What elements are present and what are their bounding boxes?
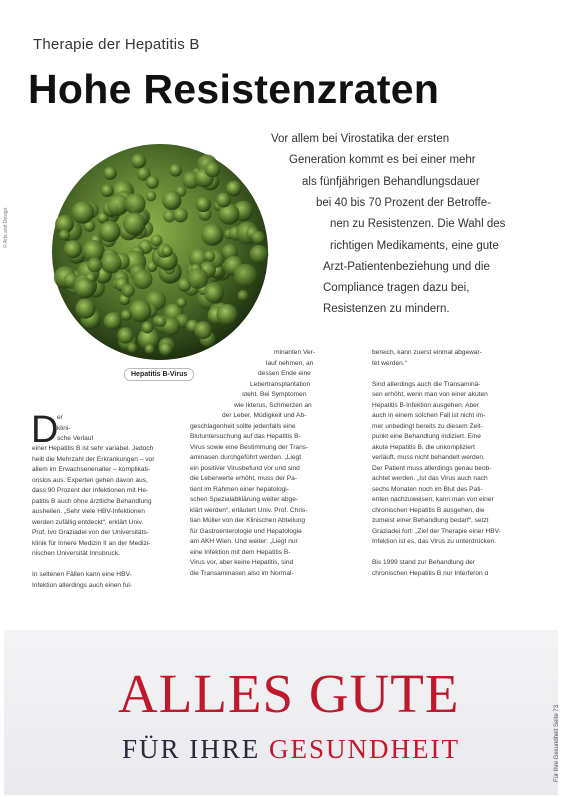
virus-bump — [74, 278, 95, 299]
text-line: der Leber, Müdigkeit und Ab- — [222, 412, 307, 419]
image-label: Hepatitis B-Virus — [124, 368, 194, 381]
text-line: heilt die Mehrzahl der Erkrankungen – vor — [32, 455, 155, 463]
text-line: achtet werden. „Ist das Virus auch nach — [372, 475, 488, 482]
image-credit: © Arts and Design — [3, 207, 9, 248]
article-headline: Hohe Resistenzraten — [28, 66, 440, 112]
text-line: Blutuntersuchung auf das Hepatitis B- — [190, 433, 301, 440]
text-line: auch in einem solchen Fall ist nicht im- — [372, 412, 486, 419]
virus-bump — [99, 221, 120, 242]
text-line: minanten Ver- — [274, 349, 316, 356]
virus-bump — [216, 193, 231, 208]
text-line: akute Hepatitis B, die unkompliziert — [372, 443, 475, 451]
virus-bump — [131, 154, 146, 169]
lead-line: Vor allem bei Virostatika der ersten — [271, 133, 450, 145]
text-line: nischen Universität Innsbruck. — [32, 550, 120, 557]
virus-bump — [226, 181, 241, 196]
text-line: Infektion ist es, das Virus zu unterdrücken. — [372, 538, 497, 545]
text-line: für Gastroenterologie und Hepatologie — [190, 527, 302, 535]
text-line: tient im Rahmen einer hepatologi- — [190, 485, 289, 493]
text-line: bereich, kann zuerst einmal abgewar- — [372, 349, 482, 356]
text-line: dass 90 Prozent der Infektionen mit He- — [32, 487, 149, 494]
ad-subtitle — [122, 734, 460, 765]
ad-subtitle-part2: GESUNDHEIT — [269, 734, 460, 764]
text-line: ein positiver Virusbefund vor und sind — [190, 464, 300, 472]
text-line: enten nachzuweisen, kann man von einer — [372, 496, 494, 503]
text-line: lauf nehmen, an — [266, 359, 314, 367]
text-line: werden zufällig entdeckt“, erklärt Univ. — [32, 518, 144, 526]
virus-bump — [72, 201, 95, 224]
virus-bump — [201, 224, 223, 246]
virus-bump — [161, 245, 172, 256]
virus-bump — [217, 304, 238, 325]
text-line: Der Patient muss allerdings genau beob- — [372, 464, 492, 472]
lead-line: Compliance tragen dazu bei, — [323, 282, 470, 295]
text-line: allem im Erwachsenenalter – komplikati- — [32, 466, 150, 473]
text-line — [372, 548, 522, 559]
virus-bump — [169, 164, 182, 177]
virus-bump — [251, 231, 265, 245]
column-3 — [372, 348, 522, 579]
virus-bump — [204, 250, 216, 262]
virus-bump — [187, 268, 208, 289]
text-line: mer unbedingt bereits zu diesem Zeit- — [372, 422, 483, 430]
text-line: geschlagenheit sollte jedenfalls eine — [190, 422, 296, 430]
text-line: chronischen Hepatitis B nur Interferon α — [372, 569, 489, 577]
text-line: Infektion allerdings auch einen ful- — [32, 581, 133, 589]
virus-bump — [123, 212, 146, 235]
text-line: Prof. Ivo Graziadei von der Universitäts- — [32, 529, 149, 536]
text-line: wie Ikterus, Schmerzen an — [234, 401, 312, 409]
text-line: In seltenen Fällen kann eine HBV- — [32, 571, 132, 578]
text-line: eine Infektion mit dem Hepatitis B- — [190, 548, 291, 556]
text-line: klini- — [57, 424, 71, 432]
text-line: ausheilen. „Sehr viele HBV-Infektionen — [32, 508, 145, 515]
text-line: er — [57, 414, 63, 421]
lead-line: nen zu Resistenzen. Die Wahl des — [330, 218, 506, 231]
hepatitis-b-virus-image — [40, 132, 280, 372]
virus-bump — [133, 270, 153, 290]
lead-line: Generation kommt es bei einer mehr — [289, 154, 476, 167]
lead-line: bei 40 bis 70 Prozent der Betroffe- — [316, 196, 491, 209]
text-line: steht. Bei Symptomen — [242, 391, 307, 398]
text-line: sche Verlauf — [57, 435, 94, 442]
text-line: Lebertransplantation — [250, 380, 311, 388]
virus-bump — [194, 321, 212, 339]
text-line: Virus sowie eine Bestimmung der Trans- — [190, 443, 309, 451]
virus-bump — [87, 257, 102, 272]
text-line: punkt eine Behandlung indiziert. Eine — [372, 433, 481, 440]
ad-title: ALLES GUTE — [118, 663, 460, 724]
column-2 — [0, 348, 355, 579]
lead-line: richtigen Medikaments, eine gute — [330, 239, 499, 252]
virus-bump — [155, 316, 166, 327]
virus-bump — [162, 191, 181, 210]
virus-bump — [146, 176, 159, 189]
text-line: sen erhöht, wenn man von einer akuten — [372, 391, 488, 398]
text-line: tian Müller von der Klinischen Abteilung — [190, 517, 306, 524]
text-line: Hepatitis B-Infektion ausgehen. Aber — [372, 401, 480, 409]
drop-cap: D — [31, 409, 59, 451]
text-line: patitis B auch ohne ärztliche Behandlung — [32, 497, 152, 505]
text-line: am AKH Wien. Und weiter: „Liegt nur — [190, 538, 298, 545]
virus-bump — [173, 208, 188, 223]
virus-bump — [117, 327, 133, 343]
text-line: aminasen durchgeführt werden. „Liegt — [190, 454, 302, 461]
virus-bump — [203, 282, 224, 303]
ad-vertical-text: Für Ihre Gesundheit Seite 73 — [554, 704, 560, 782]
virus-bump — [142, 322, 154, 334]
virus-bump — [121, 284, 134, 297]
virus-bump — [121, 310, 132, 321]
virus-bump — [101, 184, 114, 197]
text-line: Bis 1999 stand zur Behandlung der — [372, 559, 476, 566]
virus-bump — [146, 191, 156, 201]
text-line — [372, 369, 522, 380]
virus-bump — [250, 245, 269, 264]
virus-bump — [129, 300, 152, 323]
virus-bump — [176, 298, 186, 308]
text-line: onslos aus. Experten gehen davon aus, — [32, 476, 148, 484]
lead-line: Arzt-Patientenbeziehung und die — [323, 260, 490, 273]
text-line: die Leberwerte erhöht, muss der Pa- — [190, 475, 298, 482]
virus-bump — [124, 193, 145, 214]
virus-bump — [104, 312, 122, 330]
text-line: klinik für Innere Medizin II an der Medizi- — [32, 539, 151, 547]
virus-bump — [196, 197, 211, 212]
text-line: schen Spezialabklärung weiter abge- — [190, 496, 299, 503]
lead-line: Resistenzen zu mindern. — [323, 303, 450, 316]
text-line: Sind allerdings auch die Transaminä- — [372, 380, 481, 388]
article-kicker: Therapie der Hepatitis B — [33, 36, 200, 53]
text-line: Virus vor, aber keine Hepatitis, sind — [190, 559, 294, 566]
text-line: verläuft, muss nicht behandelt werden. — [372, 454, 485, 461]
text-line: Graziadei fort: „Ziel der Therapie einer HBV- — [372, 527, 501, 535]
virus-bump — [101, 253, 122, 274]
virus-bump — [205, 162, 221, 178]
text-line: chronischen Hepatitis B ausgehen, die — [372, 506, 485, 514]
virus-bump — [59, 229, 70, 240]
virus-bump — [234, 264, 258, 288]
text-line: tet werden.“ — [372, 359, 407, 367]
virus-bump — [75, 299, 95, 319]
virus-bump — [64, 240, 82, 258]
text-line: dessen Ende eine — [258, 370, 311, 377]
text-line: zumeist einer Behandlung bedarf“, setzt — [372, 517, 489, 524]
virus-bump — [104, 167, 117, 180]
lead-line: als fünfjährigen Behandlungsdauer — [302, 175, 480, 188]
text-line: klärt werden“, erläutert Univ. Prof. Chris- — [190, 506, 308, 514]
virus-bump — [237, 290, 248, 301]
text-line: einer Hepatitis B ist sehr variabel. Jedoch — [32, 445, 154, 452]
text-line: sechs Monaten noch im Blut des Pati- — [372, 485, 483, 493]
ad-subtitle-part1: FÜR IHRE — [122, 734, 261, 764]
text-line: die Transaminasen also im Normal- — [190, 569, 294, 577]
